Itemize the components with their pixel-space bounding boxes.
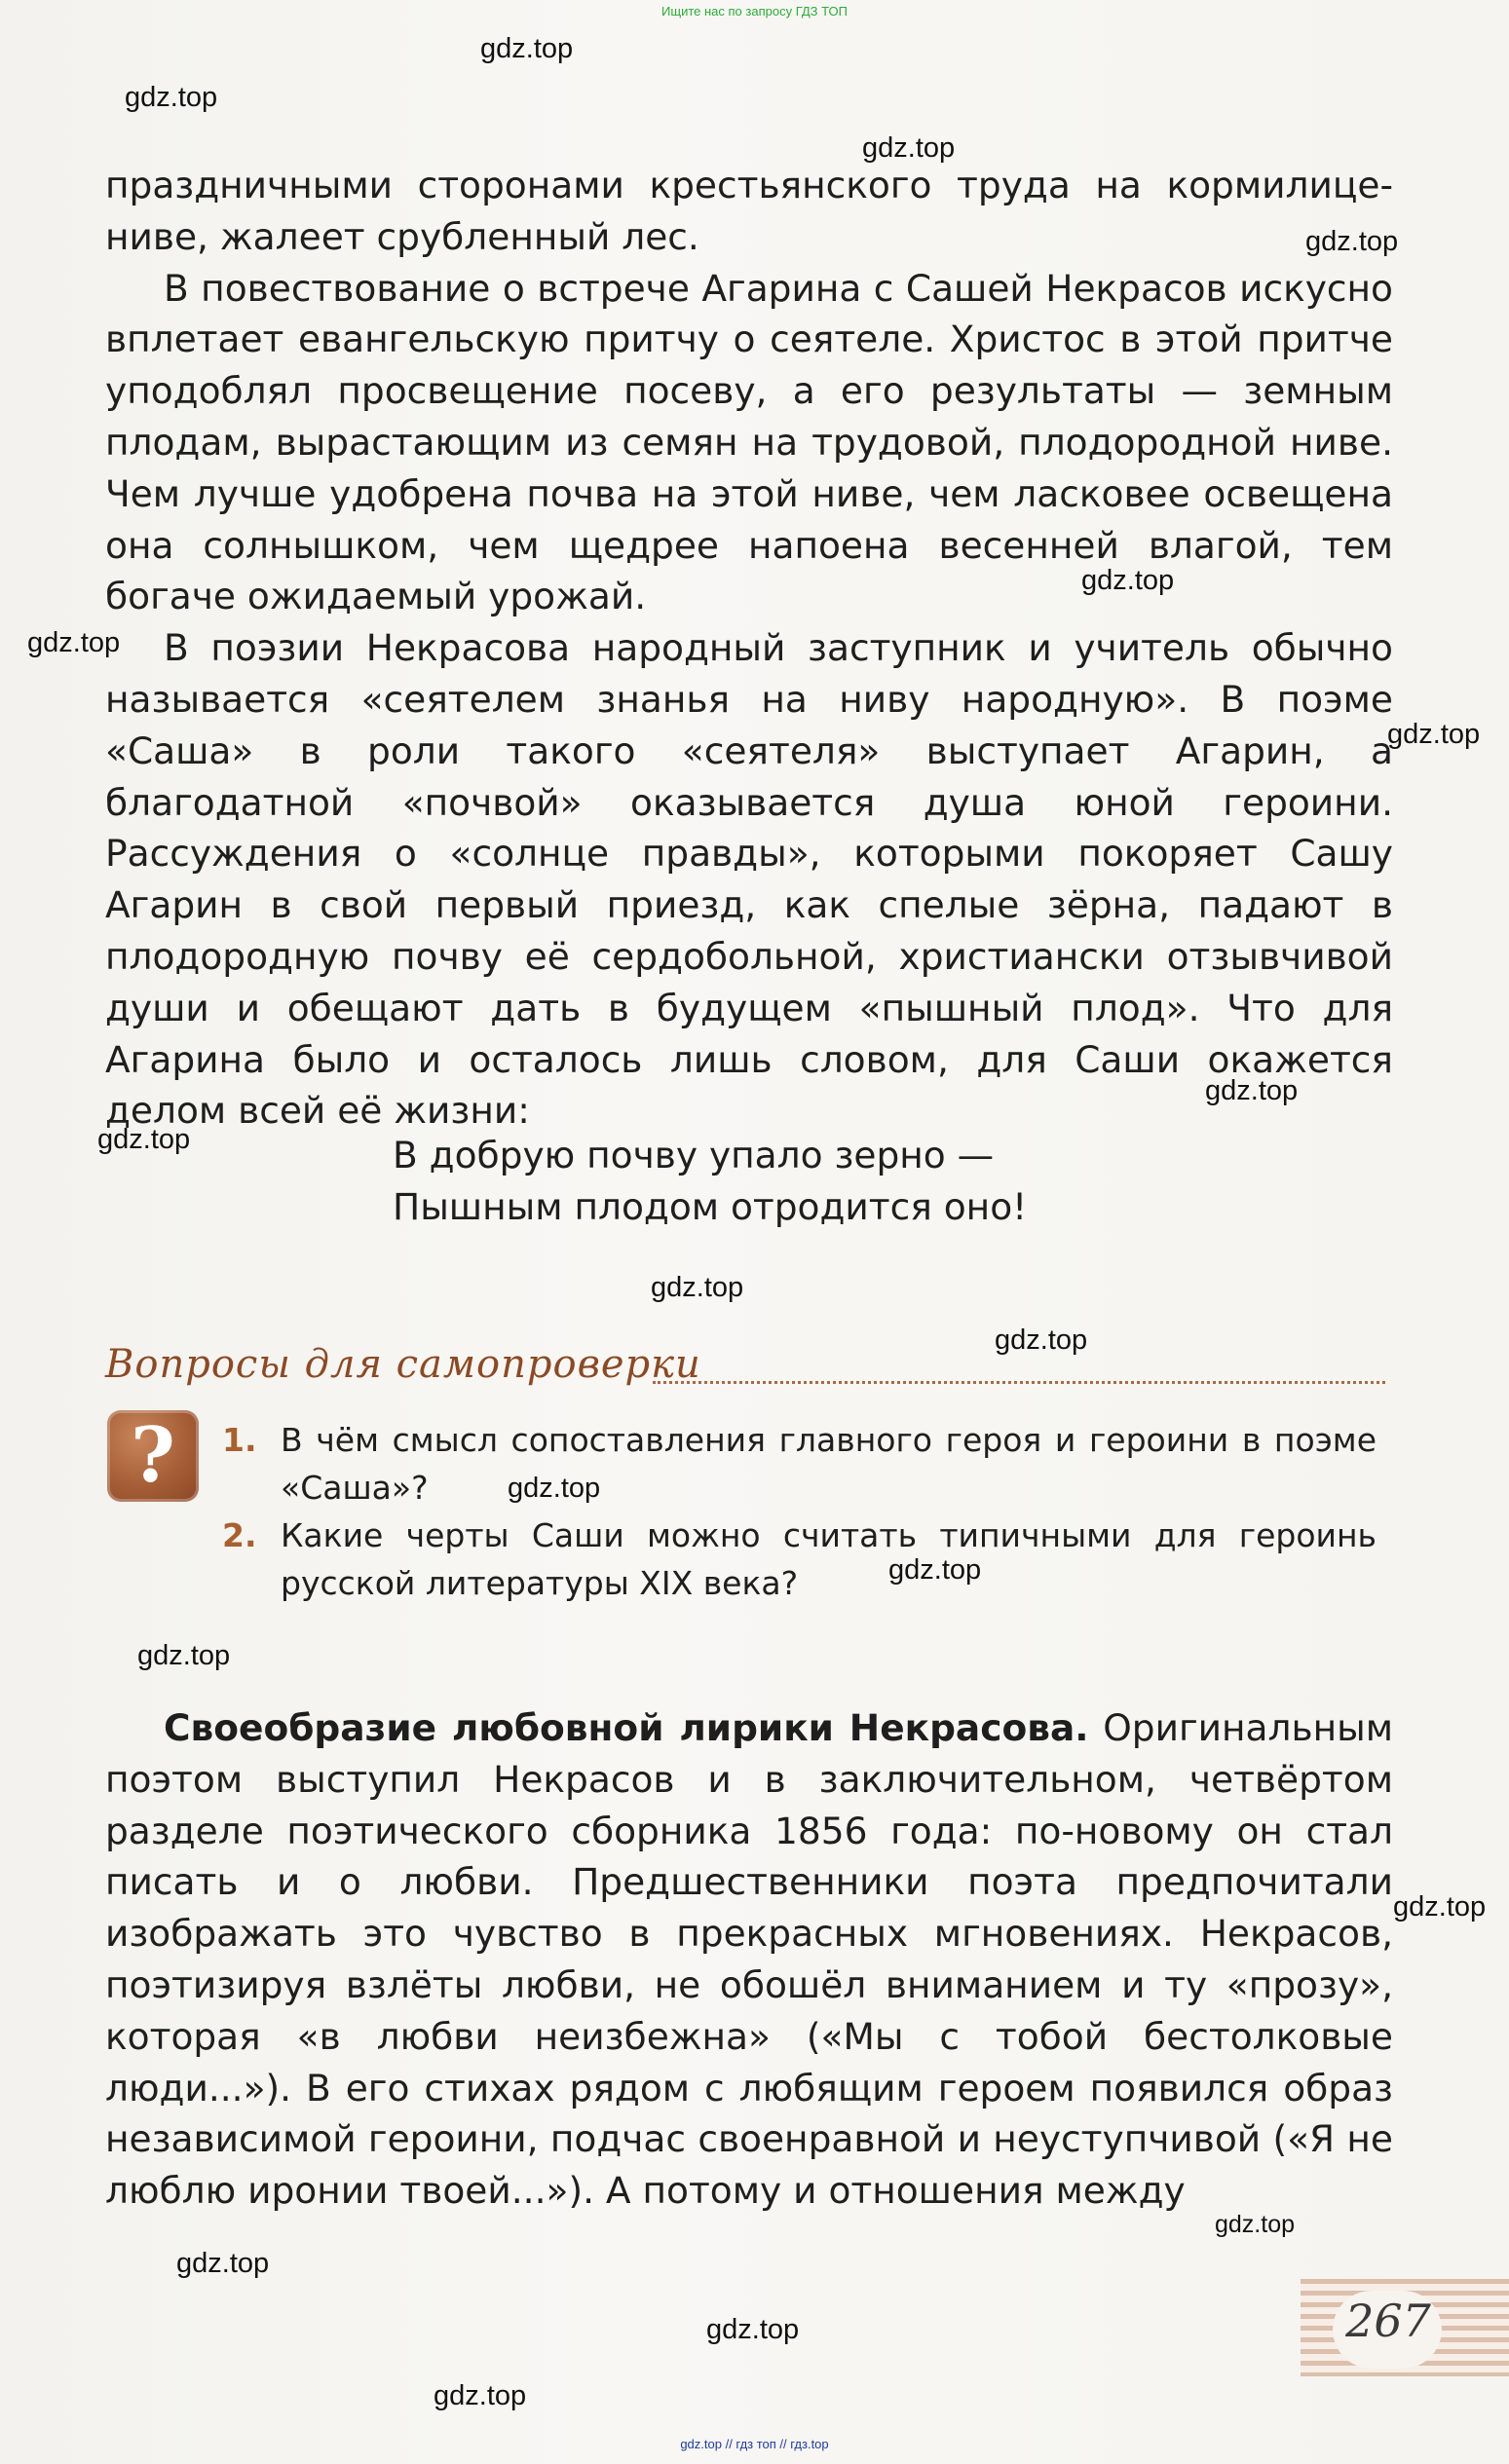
watermark: gdz.top bbox=[1393, 1891, 1487, 1923]
watermark: gdz.top bbox=[137, 1640, 231, 1671]
paragraph: праздничными сторонами крестьянского труда на кормилице-ниве, жалеет срубленный лес. bbox=[105, 164, 1393, 258]
watermark: gdz.top bbox=[706, 2314, 800, 2345]
verse-line: Пышным плодом отродится оно! bbox=[393, 1184, 1028, 1228]
watermark: gdz.top bbox=[508, 1473, 601, 1504]
page-number: 267 bbox=[1345, 2295, 1431, 2347]
watermark: gdz.top bbox=[1387, 719, 1481, 750]
verse-line: В добрую почву упало зерно — bbox=[393, 1134, 995, 1176]
paragraph: В повествование о встрече Агарина с Сашей Некрасов искусно вплетает евангельскую притчу о сеятеле. Христос в этой притче уподоблял просвещение посеву, а его результаты — земным плодам, вырастающим из семян на трудовой, плодородной ниве. Чем лучше удобрена почва на этой ниве, чем ласковее освещена она солнышком, чем щедрее напоена весенней влагой, тем богаче ожидаемый урожай. bbox=[105, 266, 1393, 618]
watermark: gdz.top bbox=[995, 1325, 1088, 1356]
watermark: gdz.top bbox=[1205, 1075, 1299, 1106]
watermark: gdz.top bbox=[862, 132, 956, 164]
section-title: Своеобразие любовной лирики Некрасова. bbox=[164, 1706, 1089, 1749]
header-note[interactable]: Ищите нас по запросу ГДЗ ТОП bbox=[661, 4, 848, 19]
question-number: 1. bbox=[222, 1421, 257, 1459]
watermark: gdz.top bbox=[434, 2380, 527, 2411]
footer-note[interactable]: gdz.top // гдз топ // гдз.top bbox=[680, 2437, 829, 2451]
section-text: Оригинальным поэтом выступил Некрасов и в заключительном, четвёртом разделе поэтического сборника 1856 года: по-новому он стал писать и о любви. Предшественники поэта предпочитали изображать это чувство в прекрасных мгновениях. Некрасов, поэтизируя взлёты любви, не обошёл вниманием и ту «прозу», которая «в любви неизбежна» («Мы с тобой бестолковые люди...»). В его стихах рядом с любящим героем появился образ независимой героини, подчас своенравной и неуступчивой («Я не люблю иронии твоей...»). А потому и отношения между bbox=[105, 1706, 1393, 2213]
watermark: gdz.top bbox=[480, 33, 574, 64]
main-text-block bbox=[105, 160, 1393, 1137]
question-text: В чём смысл сопоставления главного героя и героини в поэме «Саша»? bbox=[281, 1421, 1377, 1507]
question-item bbox=[222, 1512, 1391, 1607]
heading-dotted-rule bbox=[653, 1381, 1385, 1384]
section-paragraph bbox=[105, 1702, 1393, 2217]
question-mark-icon: ? bbox=[107, 1410, 199, 1502]
watermark: gdz.top bbox=[97, 1124, 191, 1155]
watermark: gdz.top bbox=[1215, 2211, 1296, 2238]
watermark: gdz.top bbox=[125, 82, 218, 113]
section-text-block bbox=[105, 1702, 1393, 2217]
watermark: gdz.top bbox=[888, 1554, 982, 1586]
question-text: Какие черты Саши можно считать типичными для героинь русской литературы XIX века? bbox=[281, 1516, 1377, 1602]
watermark: gdz.top bbox=[1081, 565, 1175, 596]
watermark: gdz.top bbox=[651, 1272, 744, 1303]
watermark: gdz.top bbox=[1305, 226, 1399, 257]
paragraph: В поэзии Некрасова народный заступник и учитель обычно называется «сеятелем знанья на ниву народную». В поэме «Саша» в роли такого «сеятеля» выступает Агарин, а благодатной «почвой» оказывается душа юной героини. Рассуждения о «солнце правды», которыми покоряет Сашу Агарин в свой первый приезд, как спелые зёрна, падают в плодородную почву её сердобольной, христиански отзывчивой души и обещают дать в будущем «пышный плод». Что для Агарина было и осталось лишь словом, для Саши окажется делом всей её жизни: bbox=[105, 626, 1393, 1133]
question-number: 2. bbox=[222, 1516, 257, 1554]
questions-heading: Вопросы для самопроверки bbox=[105, 1342, 701, 1387]
watermark: gdz.top bbox=[176, 2248, 270, 2279]
watermark: gdz.top bbox=[27, 627, 121, 658]
verse-quote bbox=[393, 1130, 1027, 1233]
question-item bbox=[222, 1416, 1391, 1512]
questions-list bbox=[222, 1416, 1391, 1607]
